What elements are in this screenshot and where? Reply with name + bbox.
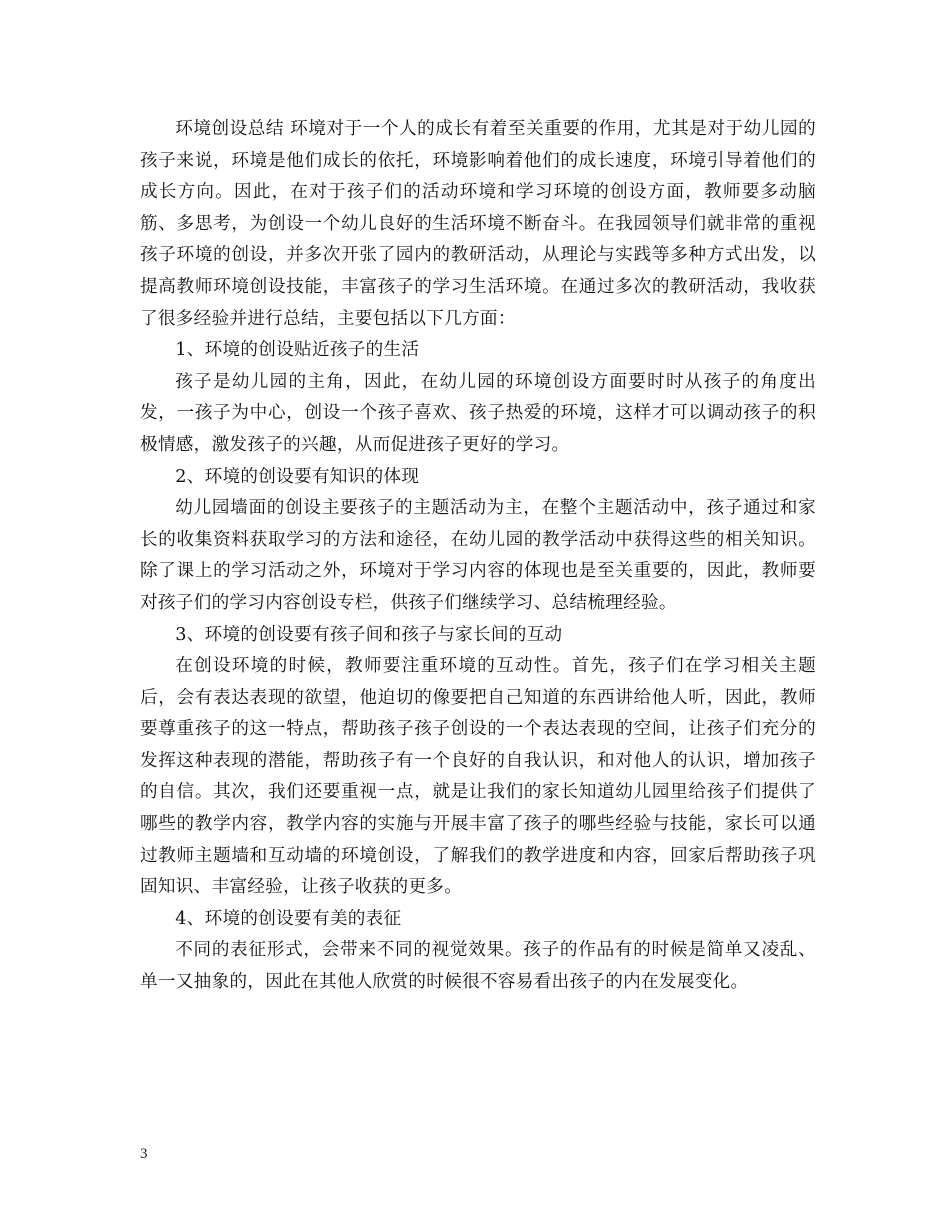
section-paragraph-3: 在创设环境的时候，教师要注重环境的互动性。首先，孩子们在学习相关主题后，会有表达表现的欲望，他迫切的像要把自己知道的东西讲给他人听，因此，教师要尊重孩子的这一特点，帮助孩子孩子创设的一个表达表现的空间，让孩子们充分的发挥这种表现的潜能，帮助孩子有一个良好的自我认识，和对他人的认识，增加孩子的自信。其次，我们还要重视一点，就是让我们的家长知道幼儿园里给孩子们提供了哪些的教学内容，教学内容的实施与开展丰富了孩子的哪些经验与技能，家长可以通过教师主题墙和互动墙的环境创设，了解我们的教学进度和内容，回家后帮助孩子巩固知识、丰富经验，让孩子收获的更多。: [140, 656, 816, 898]
section-heading-1: 1、环境的创设贴近孩子的生活: [175, 340, 420, 361]
page-number: 3: [140, 1146, 148, 1162]
section-heading-2: 2、环境的创设要有知识的体现: [175, 466, 420, 487]
section-paragraph-4: 不同的表征形式，会带来不同的视觉效果。孩子的作品有的时候是简单又凌乱、单一又抽象的，因此在其他人欣赏的时候很不容易看出孩子的内在发展变化。: [140, 940, 816, 993]
section-heading-4: 4、环境的创设要有美的表征: [175, 908, 402, 929]
intro-paragraph: 环境创设总结 环境对于一个人的成长有着至关重要的作用，尤其是对于幼儿园的孩子来说，环境是他们成长的依托，环境影响着他们的成长速度，环境引导着他们的成长方向。因此，在对于孩子们的活动环境和学习环境的创设方面，教师要多动脑筋、多思考，为创设一个幼儿良好的生活环境不断奋斗。在我园领导们就非常的重视孩子环境的创设，并多次开张了园内的教研活动，从理论与实践等多种方式出发，以提高教师环境创设技能，丰富孩子的学习生活环境。在通过多次的教研活动，我收获了很多经验并进行总结，主要包括以下几方面：: [140, 119, 816, 329]
document-body: [140, 114, 816, 999]
section-paragraph-2: 幼儿园墙面的创设主要孩子的主题活动为主，在整个主题活动中，孩子通过和家长的收集资料获取学习的方法和途径，在幼儿园的教学活动中获得这些的相关知识。除了课上的学习活动之外，环境对于学习内容的体现也是至关重要的，因此，教师要对孩子们的学习内容创设专栏，供孩子们继续学习、总结梳理经验。: [140, 498, 816, 613]
section-heading-3: 3、环境的创设要有孩子间和孩子与家长间的互动: [175, 624, 563, 645]
section-paragraph-1: 孩子是幼儿园的主角，因此，在幼儿园的环境创设方面要时时从孩子的角度出发，一孩子为中心，创设一个孩子喜欢、孩子热爱的环境，这样才可以调动孩子的积极情感，激发孩子的兴趣，从而促进孩子更好的学习。: [140, 371, 816, 455]
